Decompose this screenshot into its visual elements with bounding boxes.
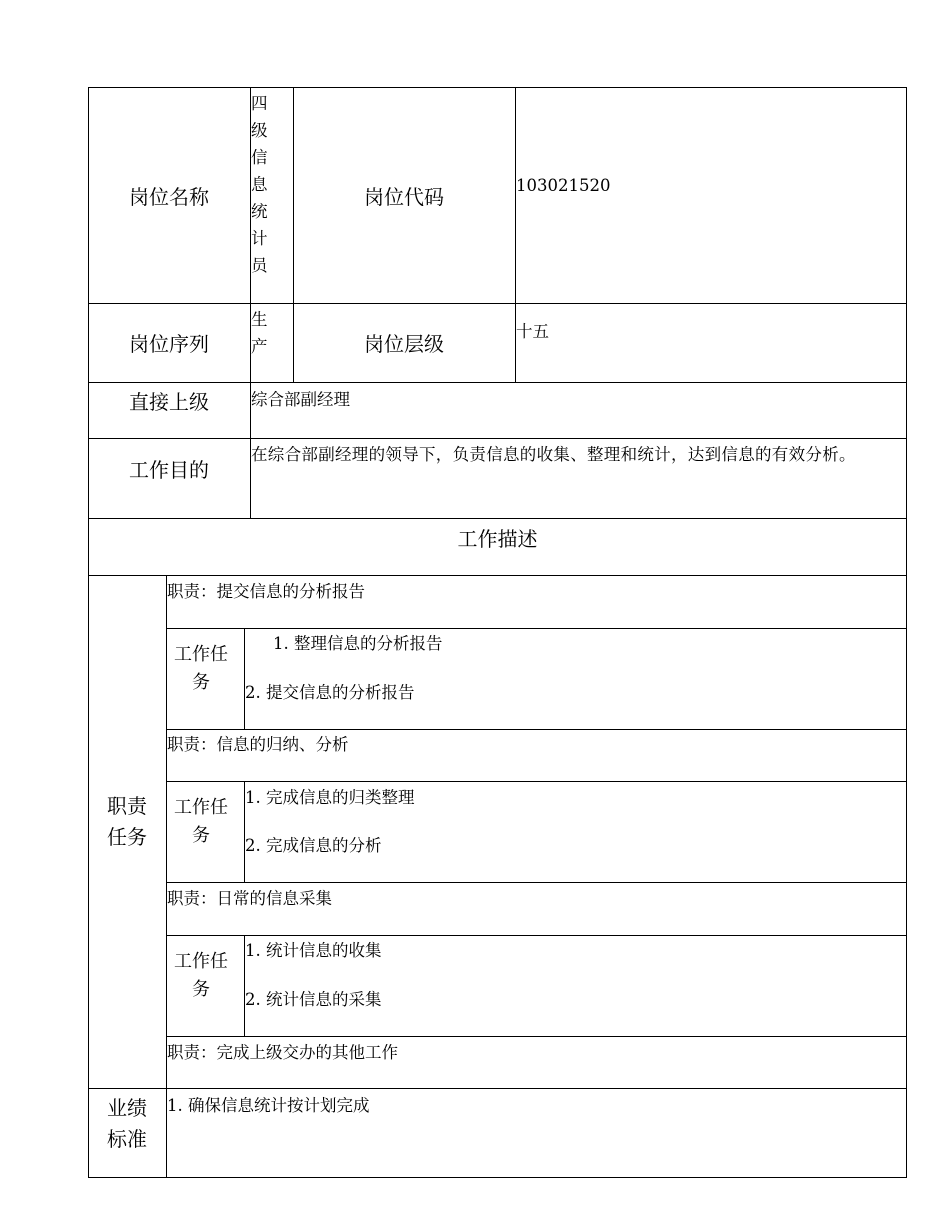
performance-item: 1. 确保信息统计按计划完成 — [167, 1096, 370, 1115]
task-item: 1. 整理信息的分析报告 — [273, 634, 443, 653]
position-code-label: 岗位代码 — [364, 184, 444, 209]
row-divider — [166, 935, 907, 936]
direct-superior-label: 直接上级 — [129, 389, 209, 414]
task-label: 工作任务 — [174, 797, 228, 846]
position-level-value: 十五 — [516, 322, 549, 341]
direct-superior-value: 综合部副经理 — [251, 390, 350, 409]
work-purpose-label: 工作目的 — [129, 458, 209, 482]
duty-item: 职责：提交信息的分析报告 — [167, 582, 365, 601]
position-series-value: 生产 — [251, 310, 268, 356]
row-divider — [166, 1036, 907, 1037]
task-item: 1. 完成信息的归类整理 — [245, 788, 415, 807]
row-divider — [88, 1088, 907, 1089]
task-item: 2. 提交信息的分析报告 — [245, 683, 415, 702]
task-item: 2. 统计信息的采集 — [245, 990, 382, 1009]
position-series-label: 岗位序列 — [129, 332, 209, 356]
position-name-label: 岗位名称 — [129, 184, 209, 209]
position-level-label: 岗位层级 — [364, 332, 444, 356]
duty-item: 职责：信息的归纳、分析 — [167, 735, 349, 754]
performance-label: 业绩标准 — [107, 1096, 147, 1151]
duty-item: 职责：完成上级交办的其他工作 — [167, 1043, 398, 1062]
row-divider — [166, 628, 907, 629]
work-description-title: 工作描述 — [457, 526, 538, 551]
duties-label: 职责任务 — [107, 794, 147, 849]
row-divider — [166, 882, 907, 883]
task-item: 1. 统计信息的收集 — [245, 941, 382, 960]
task-label: 工作任务 — [174, 951, 228, 1000]
row-divider — [88, 575, 907, 576]
task-label: 工作任务 — [174, 644, 228, 693]
work-purpose-value: 在综合部副经理的领导下，负责信息的收集、整理和统计，达到信息的有效分析。 — [251, 445, 856, 464]
position-code-value: 103021520 — [516, 176, 611, 195]
task-item: 2. 完成信息的分析 — [245, 836, 382, 855]
row-divider — [166, 729, 907, 730]
column-divider — [166, 575, 167, 1178]
row-divider — [166, 781, 907, 782]
position-name-value: 四级信息统计员 — [251, 94, 268, 275]
duty-item: 职责：日常的信息采集 — [167, 889, 332, 908]
